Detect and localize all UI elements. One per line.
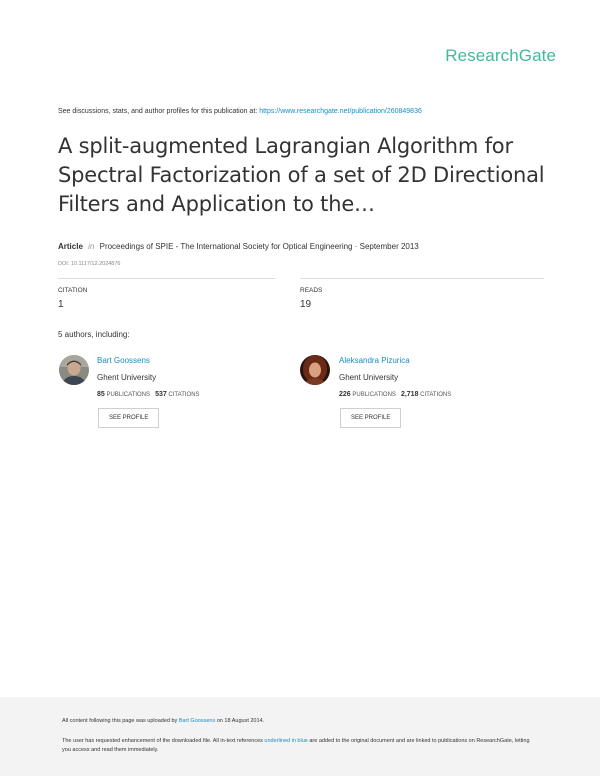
author-affiliation: Ghent University (97, 373, 157, 382)
author-avatar[interactable] (300, 355, 330, 385)
author-avatar[interactable] (59, 355, 89, 385)
publication-url-link[interactable]: https://www.researchgate.net/publication/260849836 (259, 108, 422, 115)
citations-label: CITATIONS (168, 392, 200, 398)
reads-count: 19 (300, 299, 312, 310)
author-photo-icon (300, 355, 330, 385)
publications-label: PUBLICATIONS (106, 392, 151, 398)
publication-meta (58, 242, 419, 251)
underlined-link[interactable]: underlined in blue (264, 738, 308, 744)
author-stats (339, 391, 451, 398)
author-name-link[interactable]: Aleksandra Pizurica (339, 356, 410, 365)
see-profile-button[interactable]: SEE PROFILE (98, 408, 159, 428)
citations-count: 537 (155, 391, 167, 398)
citation-count: 1 (58, 299, 64, 310)
in-word: in (88, 242, 95, 251)
discussion-line (58, 108, 422, 115)
authors-heading: 5 authors, including: (58, 330, 130, 339)
discussion-prefix: See discussions, stats, and author profiles for this publication at: (58, 108, 258, 115)
author-affiliation: Ghent University (339, 373, 399, 382)
publications-count: 226 (339, 391, 351, 398)
publication-doi: DOI: 10.1117/12.2024876 (58, 261, 121, 267)
upload-prefix: All content following this page was uploaded by (62, 718, 178, 724)
publication-type: Article (58, 242, 83, 251)
enhancement-prefix: The user has requested enhancement of the downloaded file. All in-text references (62, 738, 263, 744)
enhancement-suffix: are added to the original document and are linked to publications on ResearchGate, letting you access and read them immediately. (62, 738, 530, 753)
reads-label: READS (300, 287, 323, 294)
publication-title: A split-augmented Lagrangian Algorithm for Spectral Factorization of a set of 2D Directional Filters and Application to the… (58, 134, 545, 216)
publication-venue: Proceedings of SPIE - The International Society for Optical Engineering · September 2013 (99, 242, 419, 251)
reads-divider (300, 278, 544, 279)
see-profile-button[interactable]: SEE PROFILE (340, 408, 401, 428)
citation-label: CITATION (58, 287, 88, 294)
upload-suffix: on 18 August 2014. (216, 718, 265, 724)
author-photo-icon (59, 355, 89, 385)
author-name-link[interactable]: Bart Goossens (97, 356, 150, 365)
researchgate-logo[interactable]: ResearchGate (445, 46, 556, 65)
citation-divider (58, 278, 275, 279)
citations-count: 2,718 (400, 391, 419, 398)
publications-label: PUBLICATIONS (352, 392, 396, 398)
citations-label: CITATIONS (420, 392, 452, 398)
uploader-link[interactable]: Bart Goossens (178, 718, 216, 724)
upload-notice (62, 718, 264, 724)
enhancement-notice (62, 737, 532, 755)
author-stats (97, 391, 200, 398)
publications-count: 85 (97, 391, 105, 398)
